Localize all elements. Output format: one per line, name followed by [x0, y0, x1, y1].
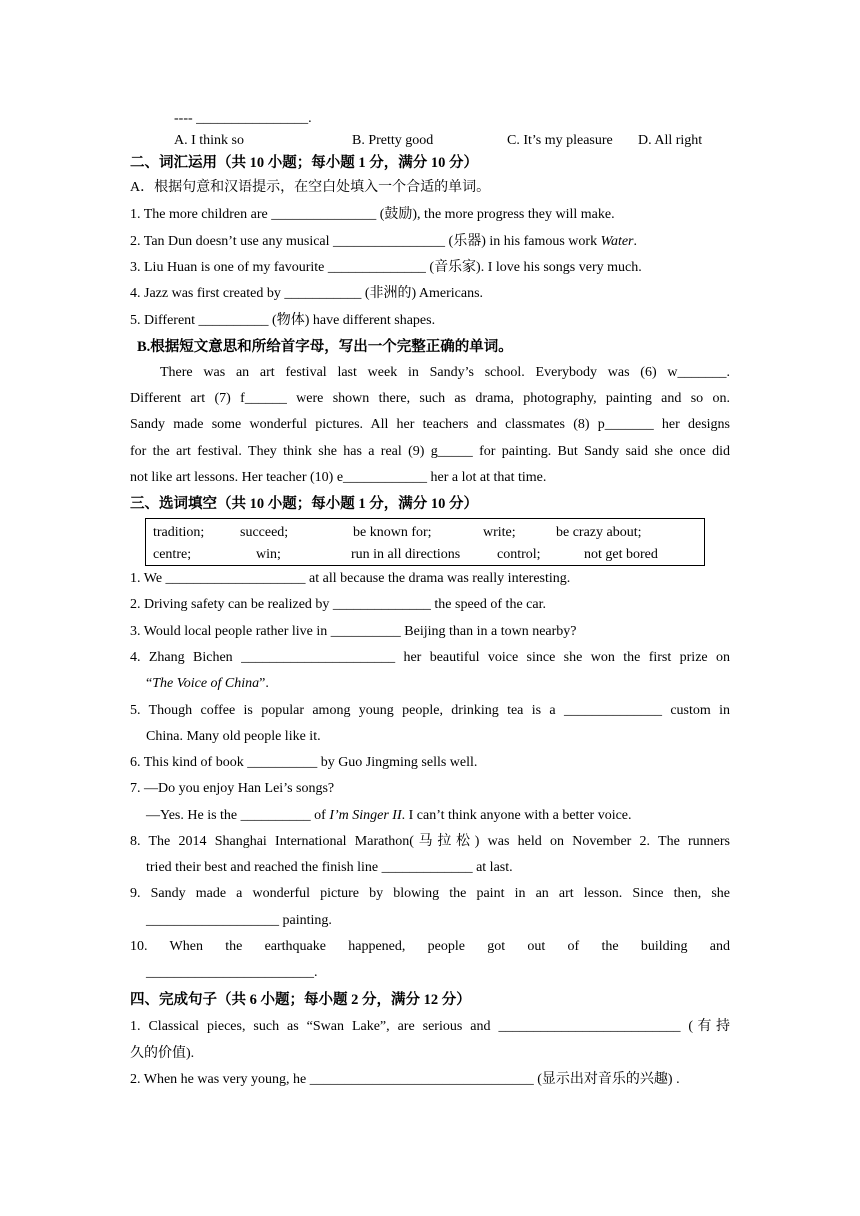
section-4-heading: 四、完成句子（共 6 小题；每小题 2 分，满分 12 分）	[130, 992, 471, 1008]
passage-line-4: for the art festival. They think she has a real (9) g_____ for painting. But Sandy said she once did	[130, 444, 730, 459]
word-option: not get bored	[584, 547, 658, 562]
vocab-item-2: 2. Tan Dun doesn’t use any musical ________________ (乐器) in his famous work Water.	[130, 234, 638, 249]
fill-item-8-line-1: 8. The 2014 Shanghai International Marathon(马拉松) was held on November 2. The runners	[130, 834, 730, 849]
choice-a: A. I think so	[174, 133, 244, 148]
fill-item-3: 3. Would local people rather live in __________ Beijing than in a town nearby?	[130, 624, 577, 639]
fill-item-9-line-2: ___________________ painting.	[146, 913, 332, 928]
fill-item-10-line-2: ________________________.	[146, 965, 318, 980]
part-b-instructions: B.根据短文意思和所给首字母，写出一个完整正确的单词。	[137, 339, 513, 355]
passage-line-2: Different art (7) f______ were shown there, such as drama, photography, painting and so on.	[130, 391, 730, 406]
fill-item-4-line-1: 4. Zhang Bichen ______________________ her beautiful voice since she won the first prize on	[130, 650, 730, 665]
word-option: tradition;	[153, 525, 205, 540]
vocab-item-5: 5. Different __________ (物体) have different shapes.	[130, 313, 436, 328]
fill-item-4-line-2: “The Voice of China”.	[146, 676, 269, 691]
sentence-item-1-line-1: 1. Classical pieces, such as “Swan Lake”, are serious and __________________________ (有持	[130, 1019, 730, 1034]
choice-b: B. Pretty good	[352, 133, 434, 148]
vocab-item-3: 3. Liu Huan is one of my favourite ______________ (音乐家). I love his songs very much.	[130, 260, 642, 275]
fill-item-5-line-2: China. Many old people like it.	[146, 729, 321, 744]
word-option: write;	[483, 525, 516, 540]
section-3-heading: 三、选词填空（共 10 小题；每小题 1 分，满分 10 分）	[130, 496, 478, 512]
word-option: be known for;	[353, 525, 432, 540]
section-2-heading: 二、词汇运用（共 10 小题；每小题 1 分，满分 10 分）	[130, 155, 478, 171]
word-option: run in all directions	[351, 547, 461, 562]
passage-line-5: not like art lessons. Her teacher (10) e____________ her a lot at that time.	[130, 470, 547, 485]
fill-item-9-line-1: 9. Sandy made a wonderful picture by blowing the paint in an art lesson. Since then, she	[130, 886, 730, 901]
part-a-instructions: A．根据句意和汉语提示，在空白处填入一个合适的单词。	[130, 180, 491, 195]
fill-item-1: 1. We ____________________ at all because the drama was really interesting.	[130, 571, 571, 586]
word-bank-box	[145, 518, 705, 566]
word-option: be crazy about;	[556, 525, 642, 540]
fill-item-7-line-1: 7. —Do you enjoy Han Lei’s songs?	[130, 781, 335, 796]
fill-item-8-line-2: tried their best and reached the finish line _____________ at last.	[146, 860, 513, 875]
sentence-item-2: 2. When he was very young, he ________________________________ (显示出对音乐的兴趣) .	[130, 1072, 680, 1087]
passage-line-3: Sandy made some wonderful pictures. All her teachers and classmates (8) p_______ her designs	[130, 417, 730, 432]
fill-item-2: 2. Driving safety can be realized by ______________ the speed of the car.	[130, 597, 546, 612]
vocab-item-1: 1. The more children are _______________ (鼓励), the more progress they will make.	[130, 207, 615, 222]
passage-line-1: There was an art festival last week in Sandy’s school. Everybody was (6) w_______.	[160, 365, 730, 380]
word-option: win;	[256, 547, 281, 562]
choice-c: C. It’s my pleasure	[507, 133, 613, 148]
answer-blank-line: ---- ________________.	[174, 111, 312, 126]
vocab-item-4: 4. Jazz was first created by ___________ (非洲的) Americans.	[130, 286, 484, 301]
fill-item-6: 6. This kind of book __________ by Guo Jingming sells well.	[130, 755, 478, 770]
choice-d: D. All right	[638, 133, 703, 148]
word-option: centre;	[153, 547, 192, 562]
word-option: succeed;	[240, 525, 289, 540]
fill-item-10-line-1: 10. When the earthquake happened, people got out of the building and	[130, 939, 730, 954]
fill-item-5-line-1: 5. Though coffee is popular among young people, drinking tea is a ______________ custom in	[130, 703, 730, 718]
fill-item-7-line-2: —Yes. He is the __________ of I’m Singer II. I can’t think anyone with a better voice.	[146, 808, 632, 823]
word-option: control;	[497, 547, 541, 562]
sentence-item-1-line-2: 久的价值).	[130, 1046, 195, 1061]
